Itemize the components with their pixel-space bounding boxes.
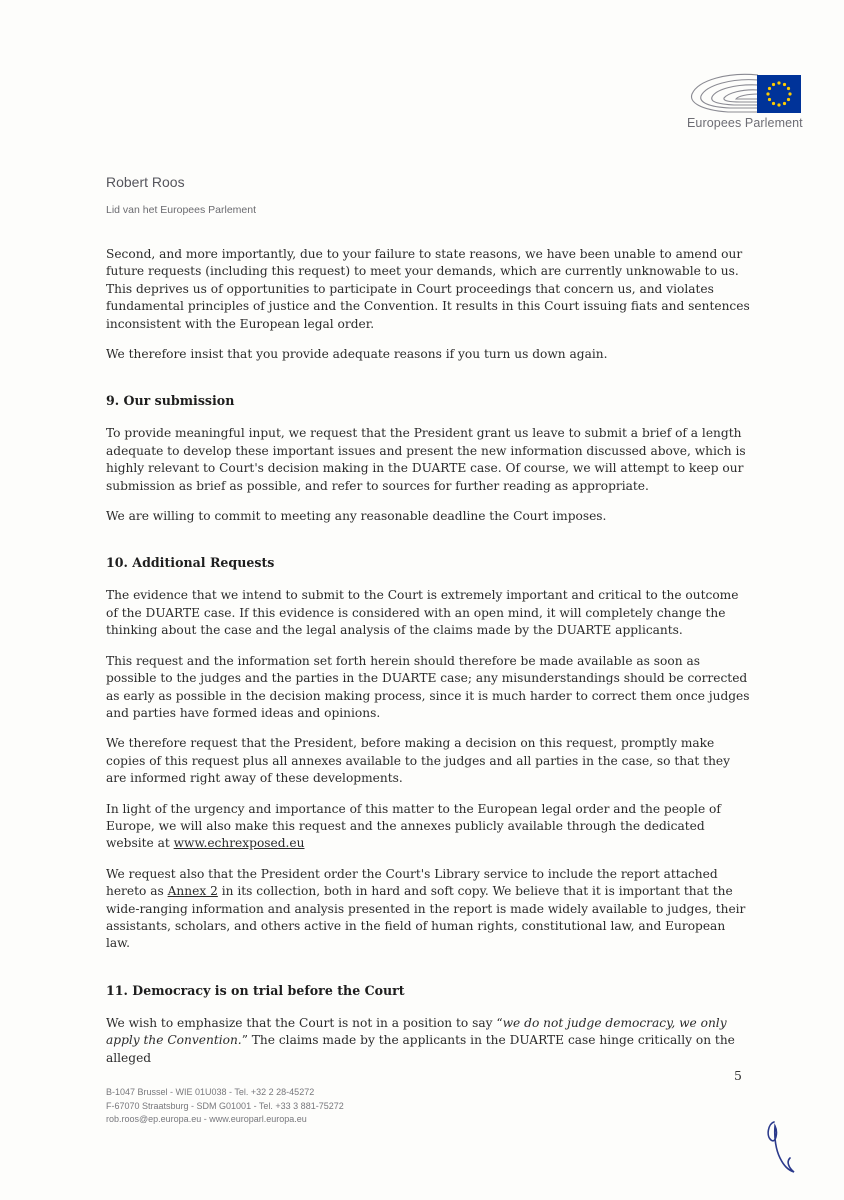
paragraph: Second, and more importantly, due to your failure to state reasons, we have been unable to amend our future requests (including this request) to meet your demands, which are currently unknowable to us. This deprives us of opportunities to participate in Court proceedings that concern us, and violates fundamental principles of justice and the Convention. It results in this Court issuing fiats and sentences inconsistent with the European legal order. bbox=[106, 247, 750, 331]
eu-flag-icon bbox=[757, 75, 801, 113]
quote-text: we do not judge democracy, we only apply the Convention. bbox=[106, 1015, 727, 1048]
letter-body bbox=[106, 246, 751, 1080]
paragraph-text: We wish to emphasize that the Court is not in a position to say “ bbox=[106, 1015, 503, 1030]
sender-role: Lid van het Europees Parlement bbox=[106, 204, 257, 216]
footer-contact bbox=[106, 1086, 344, 1127]
paragraph-text: in its collection, both in hard and soft copy. We believe that it is important that the wide-ranging information and analysis presented in the report is made widely available to judges, their assistants, scholars, and others active in the field of human rights, constitutional law, and European law. bbox=[106, 884, 746, 951]
paragraph: This request and the information set forth herein should therefore be made available as soon as possible to the judges and the parties in the DUARTE case; any misunderstandings should be corrected as early as possible in the decision making process, since it is much harder to correct them once judges and parties have formed ideas and opinions. bbox=[106, 653, 750, 720]
paragraph: To provide meaningful input, we request that the President grant us leave to submit a brief of a length adequate to develop these important issues and present the new information discussed above, which is highly relevant to Court's decision making in the DUARTE case. Of course, we will attempt to keep our submission as brief as possible, and refer to sources for further reading as appropriate. bbox=[106, 426, 746, 493]
paragraph bbox=[106, 801, 751, 853]
paragraph bbox=[106, 866, 751, 953]
initials-signature bbox=[762, 1116, 802, 1176]
paragraph: The evidence that we intend to submit to the Court is extremely important and critical to the outcome of the DUARTE case. If this evidence is considered with an open mind, it will completely change the thinking about the case and the legal analysis of the claims made by the DUARTE applicants. bbox=[106, 588, 739, 638]
paragraph: We are willing to commit to meeting any reasonable deadline the Court imposes. bbox=[106, 509, 607, 524]
section-heading-11: 11. Democracy is on trial before the Court bbox=[106, 982, 405, 998]
paragraph: We therefore insist that you provide adequate reasons if you turn us down again. bbox=[106, 347, 608, 362]
website-link[interactable]: www.echrexposed.eu bbox=[173, 836, 305, 851]
annex-2-link[interactable]: Annex 2 bbox=[167, 884, 218, 899]
paragraph-text: We request also that the President order the Court's Library service to include the report attached hereto as bbox=[106, 866, 718, 899]
logo-label: Europees Parlement bbox=[687, 116, 803, 130]
page-number: 5 bbox=[734, 1068, 742, 1083]
footer-strasbourg: F-67070 Straatsburg - SDM G01001 - Tel. +33 3 881-75272 bbox=[106, 1100, 344, 1111]
footer-email-web: rob.roos@ep.europa.eu - www.europarl.europa.eu bbox=[106, 1114, 307, 1124]
paragraph-text: In light of the urgency and importance of this matter to the European legal order and the people of Europe, we will also make this request and the annexes publicly available through the dedicated website at bbox=[106, 801, 721, 851]
paragraph bbox=[106, 1015, 751, 1067]
section-heading-10: 10. Additional Requests bbox=[106, 555, 275, 571]
paragraph: We therefore request that the President, before making a decision on this request, promptly make copies of this request plus all annexes available to the judges and all parties in the case, so that they are informed right away of these developments. bbox=[106, 736, 731, 786]
section-heading-9: 9. Our submission bbox=[106, 393, 235, 409]
sender-name: Robert Roos bbox=[106, 174, 185, 190]
paragraph-text: ” The claims made by the applicants in the DUARTE case hinge critically on the alleged bbox=[106, 1033, 735, 1065]
footer-brussels: B-1047 Brussel - WIE 01U038 - Tel. +32 2 28-45272 bbox=[106, 1087, 315, 1097]
